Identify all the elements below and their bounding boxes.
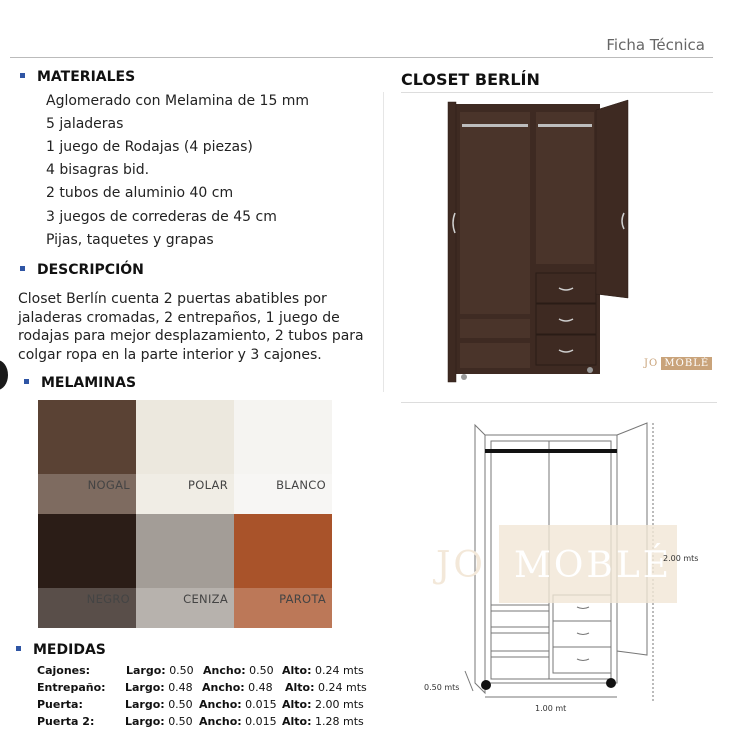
swatch-ceniza (136, 514, 234, 628)
description-text: Closet Berlín cuenta 2 puertas abatibles por jaladeras cromadas, 2 entrepaños, 1 juego de rodajas para mejor desplazamiento, 2 tubos para colgar ropa en la parte interior y 3 cajones. (18, 291, 364, 363)
swatch-label: PAROTA (279, 592, 326, 606)
product-title-divider (401, 92, 713, 93)
swatch-nogal (38, 400, 136, 514)
measure-ancho: Ancho: 0.48 (202, 681, 273, 694)
watermark-jo: JO (436, 545, 486, 586)
swatch-label: BLANCO (276, 478, 326, 492)
width-label: 1.00 mt (535, 704, 567, 713)
height-label: 2.00 mts (663, 554, 699, 563)
material-item: 3 juegos de correderas de 45 cm (46, 209, 277, 225)
measure-alto: Alto: 1.28 mts (282, 715, 364, 728)
measure-row-name: Entrepaño: (37, 681, 106, 694)
medidas-heading (16, 642, 106, 658)
material-item: 4 bisagras bid. (46, 162, 150, 178)
description-heading (20, 262, 144, 278)
measure-row-name: Cajones: (37, 664, 91, 677)
column-divider (383, 92, 384, 392)
swatch-label: POLAR (187, 478, 228, 492)
measure-row-name: Puerta: (37, 698, 83, 711)
melaminas-heading-text: MELAMINAS (41, 375, 137, 391)
bullet-icon (24, 379, 29, 384)
closet-body (448, 100, 628, 382)
swatch-label: NEGRO (86, 592, 130, 606)
measure-ancho: Ancho: 0.50 (203, 664, 274, 677)
description-heading-text: DESCRIPCIÓN (37, 262, 144, 278)
bullet-icon (20, 266, 25, 271)
swatch-blanco (234, 400, 332, 514)
measure-largo: Largo: 0.50 (125, 698, 193, 711)
brand-logo: JO MOBLÉ (644, 358, 712, 369)
measure-row-name: Puerta 2: (37, 715, 95, 728)
depth-label: 0.50 mts (424, 683, 460, 692)
material-item: 1 juego de Rodajas (4 piezas) (46, 139, 253, 155)
closet-photo (440, 98, 720, 388)
watermark-moble: MOBLÉ (514, 545, 673, 586)
measure-ancho: Ancho: 0.015 (199, 698, 277, 711)
melaminas-heading (24, 375, 136, 391)
swatch-negro (38, 514, 136, 628)
header-divider (10, 57, 713, 58)
swatch-polar (136, 400, 234, 514)
measure-alto: Alto: 2.00 mts (282, 698, 364, 711)
measure-largo: Largo: 0.48 (125, 681, 193, 694)
section-divider (401, 402, 717, 403)
swatch-parota (234, 514, 332, 628)
swatch-label: NOGAL (87, 478, 130, 492)
materials-heading-text: MATERIALES (37, 69, 136, 85)
material-item: Pijas, taquetes y grapas (46, 232, 214, 248)
materials-heading (20, 69, 135, 85)
measure-alto: Alto: 0.24 mts (285, 681, 367, 694)
material-item: 5 jaladeras (46, 116, 124, 132)
measure-alto: Alto: 0.24 mts (282, 664, 364, 677)
bullet-icon (20, 73, 25, 78)
material-item: 2 tubos de aluminio 40 cm (46, 185, 234, 201)
medidas-heading-text: MEDIDAS (33, 642, 106, 658)
material-item: Aglomerado con Melamina de 15 mm (46, 93, 310, 109)
product-title: CLOSET BERLÍN (401, 70, 540, 89)
measure-largo: Largo: 0.50 (126, 664, 194, 677)
header-title: Ficha Técnica (606, 36, 705, 54)
bullet-icon (16, 646, 21, 651)
measure-largo: Largo: 0.50 (125, 715, 193, 728)
swatch-label: CENIZA (183, 592, 228, 606)
page-marker-dot (0, 360, 8, 390)
measure-ancho: Ancho: 0.015 (199, 715, 277, 728)
